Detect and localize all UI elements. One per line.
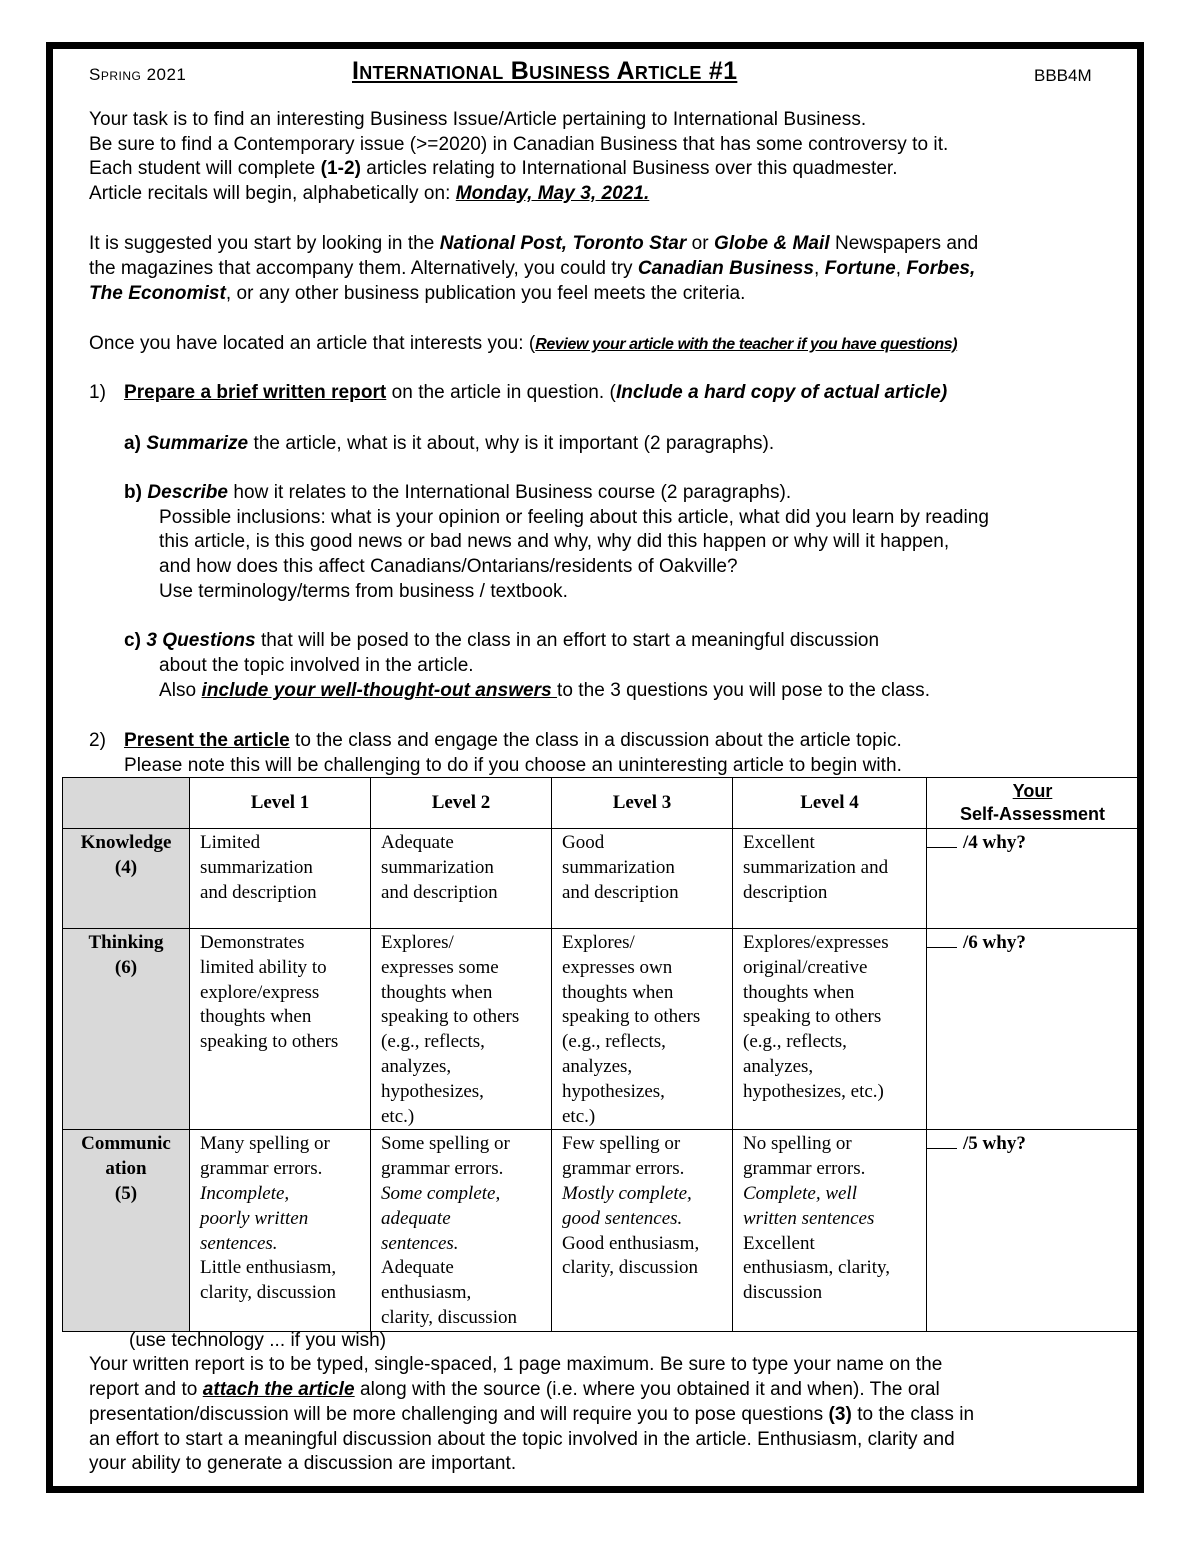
part-c-line xyxy=(124,629,879,654)
part-a-line xyxy=(124,432,774,457)
cell-line: Explores/expresses xyxy=(743,932,889,953)
level-1-header: Level 1 xyxy=(190,778,371,829)
technology-note: (use technology ... if you wish) xyxy=(129,1330,387,1351)
cell-line: hypothesizes, xyxy=(381,1080,484,1102)
review-note: Review your article with the teacher if you have questions) xyxy=(535,336,958,353)
cell-line: (e.g., reflects, xyxy=(562,1031,666,1053)
cell-line: hypothesizes, etc.) xyxy=(743,1080,884,1102)
thinking-self-assessment[interactable] xyxy=(927,929,1139,1130)
part-a-keyword: Summarize xyxy=(146,433,249,454)
intro-line-2: Be sure to find a Contemporary issue (>=2020) in Canadian Business that has some controversy to it. xyxy=(89,134,949,155)
part-b-line-2: Possible inclusions: what is your opinion or feeling about this article, what did you learn by reading xyxy=(159,507,989,528)
cell-line: Limited xyxy=(200,832,261,853)
cell-line: Few spelling or xyxy=(562,1133,681,1155)
step-1-text: on the article in question. ( xyxy=(386,382,616,403)
part-b-label: b) xyxy=(124,482,148,503)
score-blank[interactable] xyxy=(927,831,957,848)
score-blank[interactable] xyxy=(927,1132,957,1149)
cell-line: Complete, well xyxy=(743,1182,857,1204)
cell-line: Incomplete, xyxy=(200,1182,290,1204)
row-label-points: (6) xyxy=(114,956,138,978)
thinking-level-3 xyxy=(552,929,733,1130)
part-b-line-4: and how does this affect Canadians/Ontarians/residents of Oakville? xyxy=(159,556,738,577)
cell-line: speaking to others xyxy=(743,1006,882,1028)
cell-line: Explores/ xyxy=(381,932,454,953)
cell-line: analyzes, xyxy=(562,1055,633,1077)
cell-line: (e.g., reflects, xyxy=(743,1031,847,1053)
cell-line: adequate xyxy=(381,1207,451,1229)
cell-line: original/creative xyxy=(743,956,868,978)
cell-line: hypothesizes, xyxy=(562,1080,665,1102)
publication-name: Globe & Mail xyxy=(714,233,830,254)
score-max: /6 why? xyxy=(963,932,1026,953)
suggest-text: Newspapers and xyxy=(829,233,979,254)
page-title: International Business Article #1 xyxy=(352,57,738,85)
cell-line: speaking to others xyxy=(200,1031,339,1053)
cell-line: Excellent xyxy=(743,1232,815,1254)
knowledge-level-1 xyxy=(190,829,371,929)
footer-text: presentation/discussion will be more challenging and will require you to pose questions xyxy=(89,1404,829,1425)
cell-line: clarity, discussion xyxy=(381,1306,517,1328)
cell-line: grammar errors. xyxy=(381,1158,504,1180)
self-assessment-header-line-2: Self-Assessment xyxy=(959,804,1106,824)
cell-line: (e.g., reflects, xyxy=(381,1031,485,1053)
part-b-line-5: Use terminology/terms from business / textbook. xyxy=(159,581,568,602)
step-2-text: to the class and engage the class in a discussion about the article topic. xyxy=(289,730,902,751)
row-label-points: (4) xyxy=(114,856,138,878)
footer-text: to the class in xyxy=(851,1404,975,1425)
cell-line: enthusiasm, clarity, xyxy=(743,1257,891,1279)
publication-name: Fortune xyxy=(824,258,896,279)
course-code: BBB4M xyxy=(1034,66,1092,85)
footer-line-2 xyxy=(89,1378,940,1403)
knowledge-level-2 xyxy=(371,829,552,929)
step-2-title: Present the article xyxy=(124,730,290,751)
suggest-line-1 xyxy=(89,232,978,257)
part-a-text: the article, what is it about, why is it important (2 paragraphs). xyxy=(248,433,775,454)
cell-line: grammar errors. xyxy=(200,1158,323,1180)
row-label-knowledge xyxy=(63,829,190,929)
cell-line: etc.) xyxy=(381,1105,415,1127)
cell-line: etc.) xyxy=(562,1105,596,1127)
part-b-line xyxy=(124,481,791,506)
cell-line: grammar errors. xyxy=(562,1158,685,1180)
thinking-level-1 xyxy=(190,929,371,1130)
cell-line: Good enthusiasm, xyxy=(562,1232,700,1254)
cell-line: analyzes, xyxy=(743,1055,814,1077)
cell-line: summarization xyxy=(200,856,313,878)
cell-line: explore/express xyxy=(200,981,320,1003)
part-c-line-3 xyxy=(159,679,930,704)
communication-self-assessment[interactable] xyxy=(927,1130,1139,1331)
footer-line-5: your ability to generate a discussion are important. xyxy=(89,1453,517,1474)
cell-line: description xyxy=(743,881,828,903)
rubric-row-thinking xyxy=(63,929,1139,1130)
question-count: (3) xyxy=(828,1404,852,1425)
rubric-row-knowledge xyxy=(63,829,1139,929)
cell-line: grammar errors. xyxy=(743,1158,866,1180)
row-label-thinking xyxy=(63,929,190,1130)
once-line xyxy=(89,332,957,358)
suggest-text: It is suggested you start by looking in the xyxy=(89,233,440,254)
hard-copy-note: Include a hard copy of actual article) xyxy=(615,382,948,403)
publication-name: Canadian Business xyxy=(637,258,814,279)
step-1-line xyxy=(124,381,947,406)
cell-line: expresses some xyxy=(381,956,499,978)
suggest-line-3 xyxy=(89,282,746,307)
intro-text: articles relating to International Business over this quadmester. xyxy=(360,158,898,179)
part-b-keyword: Describe xyxy=(147,482,229,503)
suggest-text: , or any other business publication you feel meets the criteria. xyxy=(225,283,746,304)
part-c-text: Also xyxy=(159,680,202,701)
cell-line: sentences. xyxy=(200,1232,278,1254)
cell-line: No spelling or xyxy=(743,1133,852,1155)
attach-article-note: attach the article xyxy=(202,1379,355,1400)
cell-line: Little enthusiasm, xyxy=(200,1257,337,1279)
knowledge-self-assessment[interactable] xyxy=(927,829,1139,929)
cell-line: expresses own xyxy=(562,956,673,978)
cell-line: clarity, discussion xyxy=(562,1257,698,1279)
publication-name: The Economist xyxy=(89,283,226,304)
part-b-line-3: this article, is this good news or bad news and why, why did this happen or why will it happen, xyxy=(159,531,950,552)
cell-line: Many spelling or xyxy=(200,1133,330,1155)
footer-line-1: Your written report is to be typed, single-spaced, 1 page maximum. Be sure to type your name on the xyxy=(89,1354,943,1375)
rubric-corner-cell xyxy=(63,778,190,829)
once-text: Once you have located an article that interests you: ( xyxy=(89,333,536,354)
cell-line: limited ability to xyxy=(200,956,327,978)
cell-line: thoughts when xyxy=(562,981,674,1003)
part-c-label: c) xyxy=(124,630,147,651)
step-2-number: 2) xyxy=(89,730,106,751)
part-c-keyword: 3 Questions xyxy=(146,630,256,651)
suggest-line-2 xyxy=(89,257,975,282)
cell-line: and description xyxy=(200,881,317,903)
article-count: (1-2) xyxy=(320,158,361,179)
cell-line: Some spelling or xyxy=(381,1133,510,1155)
row-label-name: ation xyxy=(105,1158,147,1180)
cell-line: thoughts when xyxy=(200,1006,312,1028)
cell-line: and description xyxy=(562,881,679,903)
thinking-level-2 xyxy=(371,929,552,1130)
part-c-text: that will be posed to the class in an effort to start a meaningful discussion xyxy=(255,630,880,651)
cell-line: speaking to others xyxy=(562,1006,701,1028)
communication-level-2 xyxy=(371,1130,552,1331)
answers-note: include your well-thought-out answers xyxy=(201,680,558,701)
cell-line: thoughts when xyxy=(743,981,855,1003)
cell-line: speaking to others xyxy=(381,1006,520,1028)
step-1-number: 1) xyxy=(89,382,106,403)
rubric-header-row xyxy=(63,778,1139,829)
row-label-points: (5) xyxy=(114,1182,138,1204)
cell-line: clarity, discussion xyxy=(200,1282,336,1304)
term-label: Spring 2021 xyxy=(89,65,187,84)
row-label-name: Knowledge xyxy=(80,832,172,853)
step-2-line-2: Please note this will be challenging to do if you choose an uninteresting article to begin with. xyxy=(124,755,902,776)
cell-line: analyzes, xyxy=(381,1055,452,1077)
suggest-text: the magazines that accompany them. Alternatively, you could try xyxy=(89,258,638,279)
recital-date: Monday, May 3, 2021. xyxy=(455,183,650,204)
cell-line: Adequate xyxy=(381,1257,454,1279)
cell-line: Demonstrates xyxy=(200,932,305,953)
level-2-header: Level 2 xyxy=(371,778,552,829)
intro-line-1: Your task is to find an interesting Business Issue/Article pertaining to International Business. xyxy=(89,109,867,130)
publication-name: National Post, Toronto Star xyxy=(439,233,687,254)
knowledge-level-4 xyxy=(733,829,927,929)
step-1-title: Prepare a brief written report xyxy=(124,382,387,403)
suggest-text: or xyxy=(686,233,714,254)
cell-line: Excellent xyxy=(743,832,815,853)
cell-line: Some complete, xyxy=(381,1182,501,1204)
cell-line: discussion xyxy=(743,1282,823,1304)
cell-line: summarization and xyxy=(743,856,889,878)
part-a-label: a) xyxy=(124,433,147,454)
suggest-text: , xyxy=(895,258,907,279)
cell-line: Explores/ xyxy=(562,932,635,953)
row-label-communication xyxy=(63,1130,190,1331)
part-c-text: to the 3 questions you will pose to the class. xyxy=(557,680,931,701)
row-label-name: Communic xyxy=(81,1133,171,1155)
row-label-name: Thinking xyxy=(88,932,164,953)
suggest-text: , xyxy=(814,258,825,279)
footer-line-3 xyxy=(89,1403,974,1428)
cell-line: enthusiasm, xyxy=(381,1282,472,1304)
footer-text: report and to xyxy=(89,1379,203,1400)
cell-line: Adequate xyxy=(381,832,454,853)
step-2-line xyxy=(124,729,902,754)
cell-line: Good xyxy=(562,832,605,853)
score-max: /4 why? xyxy=(963,832,1026,853)
cell-line: poorly written xyxy=(200,1207,309,1229)
score-blank[interactable] xyxy=(927,931,957,948)
cell-line: sentences. xyxy=(381,1232,459,1254)
communication-level-1 xyxy=(190,1130,371,1331)
footer-text: along with the source (i.e. where you obtained it and when). The oral xyxy=(354,1379,940,1400)
thinking-level-4 xyxy=(733,929,927,1130)
part-b-text: how it relates to the International Business course (2 paragraphs). xyxy=(228,482,792,503)
self-assessment-header xyxy=(927,778,1139,829)
score-max: /5 why? xyxy=(963,1133,1026,1155)
intro-text: Each student will complete xyxy=(89,158,321,179)
communication-level-3 xyxy=(552,1130,733,1331)
rubric-table xyxy=(62,777,1139,1332)
footer-line-4: an effort to start a meaningful discussion about the topic involved in the article. Enthusiasm, clarity and xyxy=(89,1429,955,1450)
intro-text: Article recitals will begin, alphabetically on: xyxy=(89,183,456,204)
intro-line-4 xyxy=(89,182,649,207)
cell-line: Mostly complete, xyxy=(562,1182,692,1204)
cell-line: summarization xyxy=(381,856,494,878)
part-c-line-2: about the topic involved in the article. xyxy=(159,655,474,676)
level-4-header: Level 4 xyxy=(733,778,927,829)
cell-line: written sentences xyxy=(743,1207,875,1229)
publication-name: Forbes, xyxy=(906,258,976,279)
knowledge-level-3 xyxy=(552,829,733,929)
cell-line: thoughts when xyxy=(381,981,493,1003)
cell-line: summarization xyxy=(562,856,675,878)
level-3-header: Level 3 xyxy=(552,778,733,829)
cell-line: good sentences. xyxy=(562,1207,683,1229)
communication-level-4 xyxy=(733,1130,927,1331)
cell-line: and description xyxy=(381,881,498,903)
self-assessment-header-line-1: Your xyxy=(1012,781,1053,801)
intro-line-3 xyxy=(89,157,898,182)
rubric-row-communication xyxy=(63,1130,1139,1331)
